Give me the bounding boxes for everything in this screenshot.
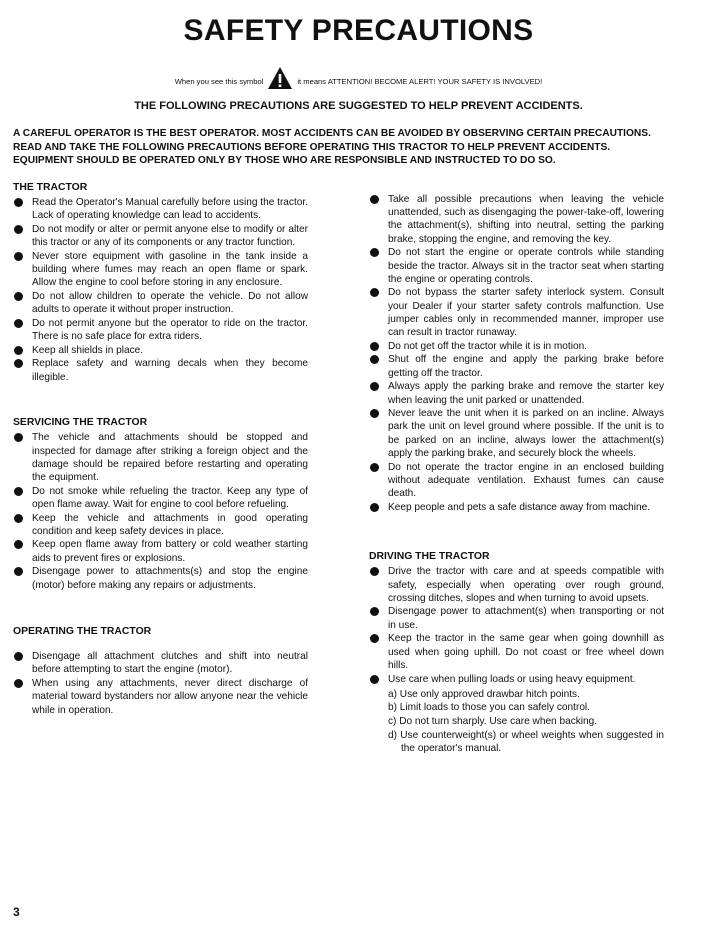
the-tractor-list bbox=[13, 196, 308, 384]
list-item: Disengage power to attachments(s) and stop the engine (motor) before making any repairs or adjustments. bbox=[13, 565, 308, 591]
sub-list-item: d) Use counterweight(s) or wheel weights when suggested in the operator's manual. bbox=[388, 729, 664, 755]
list-item: Drive the tractor with care and at speeds compatible with safety, especially when operating over rough ground, crossing ditches, slopes and when turning to avoid upsets. bbox=[369, 565, 664, 605]
bullet-icon bbox=[370, 607, 379, 616]
bullet-icon bbox=[370, 567, 379, 576]
section-heading-operating: OPERATING THE TRACTOR bbox=[13, 626, 152, 638]
list-item: Keep people and pets a safe distance away from machine. bbox=[369, 501, 664, 514]
list-item: Never leave the unit when it is parked on an incline. Always park the unit on level ground where possible. If the unit is to be parked on an incline, always lower the attachment(s) apply the parking brake, and securely block the wheels. bbox=[369, 407, 664, 460]
attention-notice bbox=[0, 66, 717, 96]
notice-text-after: it means ATTENTION! BECOME ALERT! YOUR SAFETY IS INVOLVED! bbox=[297, 76, 543, 86]
bullet-icon bbox=[14, 679, 23, 688]
list-item: Do not smoke while refueling the tractor. Keep any type of open flame away. Wait for engine to cool before refueling. bbox=[13, 485, 308, 511]
bullet-icon bbox=[14, 346, 23, 355]
page-title: SAFETY PRECAUTIONS bbox=[183, 14, 534, 47]
list-item: Keep open flame away from battery or cold weather starting aids to prevent fires or explosions. bbox=[13, 538, 308, 564]
list-item: Read the Operator's Manual carefully before using the tractor. Lack of operating knowledge can lead to accidents. bbox=[13, 196, 308, 222]
list-item: Always apply the parking brake and remove the starter key when leaving the unit parked or unattended. bbox=[369, 380, 664, 406]
list-item: Keep all shields in place. bbox=[13, 344, 308, 357]
operating-list-left bbox=[13, 650, 308, 717]
bullet-icon bbox=[370, 342, 379, 351]
driving-sublist bbox=[388, 688, 664, 756]
bullet-icon bbox=[14, 567, 23, 576]
bullet-icon bbox=[370, 675, 379, 684]
warning-triangle-icon bbox=[267, 66, 293, 90]
list-item: Do not get off the tractor while it is in motion. bbox=[369, 340, 664, 353]
intro-paragraph: A CAREFUL OPERATOR IS THE BEST OPERATOR. MOST ACCIDENTS CAN BE AVOIDED BY OBSERVING CERTAIN PRECAUTIONS. READ AND TAKE THE FOLLOWING PRECAUTIONS BEFORE OPERATING THIS TRACTOR TO HELP PREVENT ACCIDENTS. EQUIPMENT SHOULD BE OPERATED ONLY BY THOSE WHO ARE RESPONSIBLE AND INSTRUCTED TO DO SO. bbox=[13, 128, 651, 166]
bullet-icon bbox=[370, 463, 379, 472]
bullet-icon bbox=[370, 409, 379, 418]
bullet-icon bbox=[14, 433, 23, 442]
list-item: When using any attachments, never direct discharge of material toward bystanders nor allow anyone near the vehicle while in operation. bbox=[13, 677, 308, 717]
bullet-icon bbox=[370, 382, 379, 391]
servicing-list bbox=[13, 431, 308, 591]
driving-list bbox=[369, 565, 664, 755]
bullet-icon bbox=[370, 195, 379, 204]
list-item: Do not allow children to operate the vehicle. Do not allow adults to operate it without proper instruction. bbox=[13, 290, 308, 316]
left-column bbox=[13, 181, 308, 717]
list-item: Disengage power to attachment(s) when transporting or not in use. bbox=[369, 605, 664, 631]
list-item: Use care when pulling loads or using heavy equipment. a) Use only approved drawbar hitch points. b) Limit loads to those you can safely control. c) Do not turn sharply. Use care when backing. d) Use counterweight(s) or wheel weights when suggested in the operator's manual. bbox=[369, 673, 664, 756]
list-item: Disengage all attachment clutches and shift into neutral before attempting to start the engine (motor). bbox=[13, 650, 308, 676]
right-column bbox=[369, 193, 664, 756]
list-item: Keep the vehicle and attachments in good operating condition and keep safety devices in place. bbox=[13, 512, 308, 538]
page-number: 3 bbox=[13, 905, 20, 919]
bullet-icon bbox=[14, 225, 23, 234]
operating-list-right bbox=[369, 193, 664, 514]
list-item: Replace safety and warning decals when they become illegible. bbox=[13, 357, 308, 383]
bullet-icon bbox=[370, 288, 379, 297]
bullet-icon bbox=[370, 355, 379, 364]
section-heading-the-tractor: THE TRACTOR bbox=[13, 182, 88, 193]
bullet-icon bbox=[370, 634, 379, 643]
bullet-icon bbox=[14, 540, 23, 549]
sub-list-item: c) Do not turn sharply. Use care when backing. bbox=[388, 716, 598, 728]
list-item: Take all possible precautions when leaving the vehicle unattended, such as disengaging the power-take-off, lowering the attachment(s), shifting into neutral, setting the parking brake, stopping the engine, and removing the key. bbox=[369, 193, 664, 246]
bullet-icon bbox=[370, 503, 379, 512]
list-item: Do not modify or alter or permit anyone else to modify or alter this tractor or any of its components or any tractor function. bbox=[13, 223, 308, 249]
section-heading-servicing: SERVICING THE TRACTOR bbox=[13, 417, 148, 429]
list-item: Never store equipment with gasoline in the tank inside a building where fumes may reach an open flame or spark. Allow the engine to cool before storing in any enclosure. bbox=[13, 250, 308, 290]
bullet-icon bbox=[14, 487, 23, 496]
bullet-icon bbox=[14, 359, 23, 368]
subheading: THE FOLLOWING PRECAUTIONS ARE SUGGESTED TO HELP PREVENT ACCIDENTS. bbox=[134, 100, 583, 112]
bullet-icon bbox=[14, 292, 23, 301]
notice-text-before: When you see this symbol bbox=[174, 76, 264, 86]
sub-list-item: b) Limit loads to those you can safely control. bbox=[388, 702, 590, 714]
list-item: Shut off the engine and apply the parking brake before getting off the tractor. bbox=[369, 353, 664, 379]
list-item: The vehicle and attachments should be stopped and inspected for damage after striking a foreign object and the damage should be repaired before restarting and operating the equipment. bbox=[13, 431, 308, 484]
list-item: Do not start the engine or operate controls while standing beside the tractor. Always sit in the tractor seat when starting the engine or operating controls. bbox=[369, 246, 664, 286]
sub-list-item: a) Use only approved drawbar hitch points. bbox=[388, 688, 580, 700]
list-item: Do not bypass the starter safety interlock system. Consult your Dealer if your starter safety controls malfunction. Use jumper cables only in recommended manner, improper use can result in tractor runaway. bbox=[369, 286, 664, 339]
section-heading-driving: DRIVING THE TRACTOR bbox=[369, 551, 490, 563]
bullet-icon bbox=[14, 319, 23, 328]
list-item: Keep the tractor in the same gear when going downhill as used when going uphill. Do not coast or free wheel down hills. bbox=[369, 632, 664, 672]
bullet-icon bbox=[14, 514, 23, 523]
bullet-icon bbox=[14, 252, 23, 261]
list-item: Do not operate the tractor engine in an enclosed building without adequate ventilation. Exhaust fumes can cause death. bbox=[369, 461, 664, 501]
bullet-icon bbox=[370, 248, 379, 257]
bullet-icon bbox=[14, 198, 23, 207]
bullet-icon bbox=[14, 652, 23, 661]
list-item: Do not permit anyone but the operator to ride on the tractor. There is no safe place for extra riders. bbox=[13, 317, 308, 343]
